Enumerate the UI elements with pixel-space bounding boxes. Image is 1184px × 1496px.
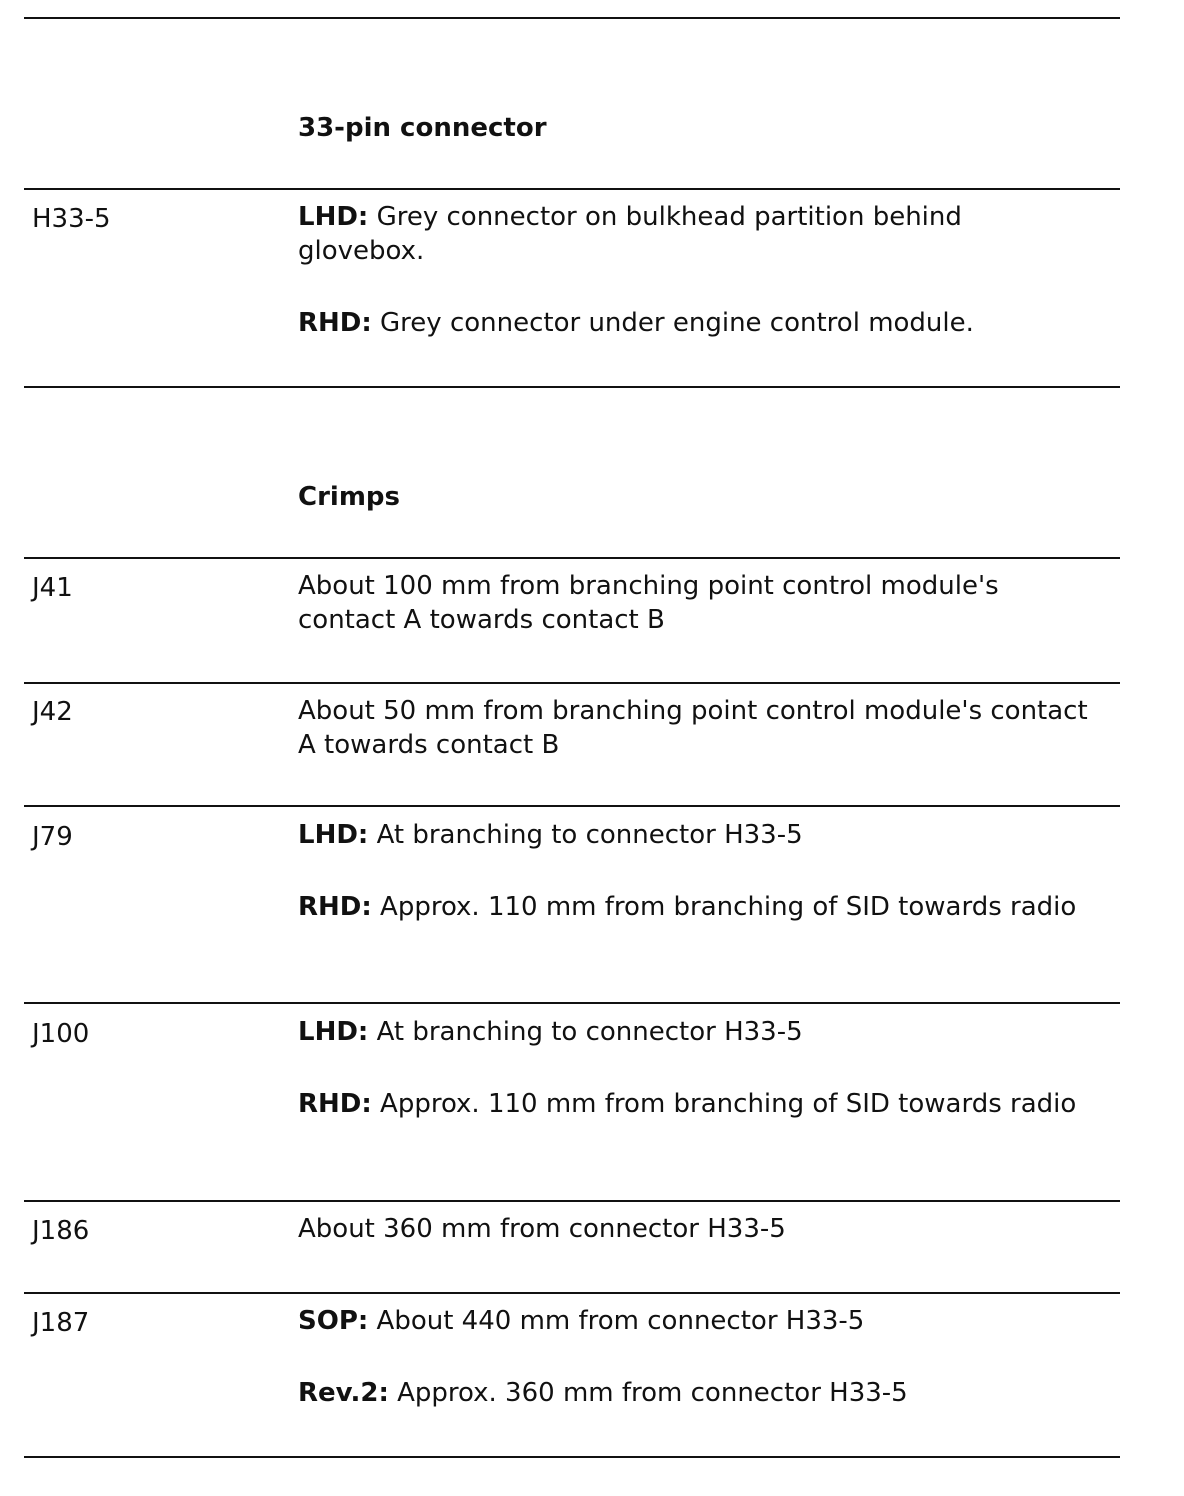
row-id-j187: J187 (32, 1308, 90, 1338)
row-desc-j186 (298, 1212, 1088, 1246)
paragraph (298, 1015, 1088, 1049)
row-desc-j187 (298, 1304, 1088, 1410)
paragraph (298, 890, 1088, 924)
paragraph-text: Approx. 110 mm from branching of SID towards radio (371, 1089, 1077, 1119)
row-desc-j42 (298, 694, 1088, 762)
paragraph (298, 306, 1088, 340)
rule-after-j42 (24, 805, 1120, 807)
location-tag: LHD: (298, 820, 369, 850)
location-tag: Rev.2: (298, 1378, 389, 1408)
paragraph (298, 694, 1088, 762)
paragraph (298, 200, 1088, 268)
paragraph-text: At branching to connector H33-5 (368, 1017, 803, 1047)
paragraph (298, 1212, 1088, 1246)
row-id-h33-5: H33-5 (32, 204, 111, 234)
row-desc-j41 (298, 569, 1088, 637)
location-tag: RHD: (298, 308, 372, 338)
paragraph-text: Approx. 110 mm from branching of SID towards radio (371, 892, 1077, 922)
rule-after-j79 (24, 1002, 1120, 1004)
location-tag: LHD: (298, 1017, 369, 1047)
row-id-j79: J79 (32, 822, 73, 852)
rule-after-j186 (24, 1292, 1120, 1294)
rule-after-h33-5 (24, 386, 1120, 388)
paragraph (298, 1304, 1088, 1338)
paragraph-text: About 360 mm from connector H33-5 (298, 1214, 786, 1244)
location-tag: RHD: (298, 892, 372, 922)
paragraph-text: About 50 mm from branching point control module's contact A towards contact B (298, 696, 1088, 760)
paragraph (298, 1376, 1088, 1410)
paragraph (298, 569, 1088, 637)
rule-after-heading-1 (24, 188, 1120, 190)
paragraph-text: Approx. 360 mm from connector H33-5 (388, 1378, 908, 1408)
location-tag: SOP: (298, 1306, 369, 1336)
paragraph (298, 818, 1088, 852)
row-id-j42: J42 (32, 697, 73, 727)
section-heading-crimps: Crimps (298, 482, 400, 512)
rule-after-j41 (24, 682, 1120, 684)
paragraph-text: Grey connector on bulkhead partition behind glovebox. (298, 202, 962, 266)
rule-after-heading-2 (24, 557, 1120, 559)
rule-after-j100 (24, 1200, 1120, 1202)
paragraph (298, 1087, 1088, 1121)
row-id-j100: J100 (32, 1019, 90, 1049)
row-desc-j100 (298, 1015, 1088, 1121)
location-tag: LHD: (298, 202, 369, 232)
paragraph-text: About 100 mm from branching point control module's contact A towards contact B (298, 571, 999, 635)
bottom-rule (24, 1456, 1120, 1458)
top-rule (24, 17, 1120, 19)
paragraph-text: At branching to connector H33-5 (368, 820, 803, 850)
paragraph-text: About 440 mm from connector H33-5 (368, 1306, 865, 1336)
row-desc-j79 (298, 818, 1088, 924)
row-desc-h33-5 (298, 200, 1088, 340)
row-id-j186: J186 (32, 1216, 90, 1246)
location-tag: RHD: (298, 1089, 372, 1119)
row-id-j41: J41 (32, 573, 73, 603)
paragraph-text: Grey connector under engine control module. (371, 308, 974, 338)
section-heading-33-pin-connector: 33-pin connector (298, 113, 547, 143)
